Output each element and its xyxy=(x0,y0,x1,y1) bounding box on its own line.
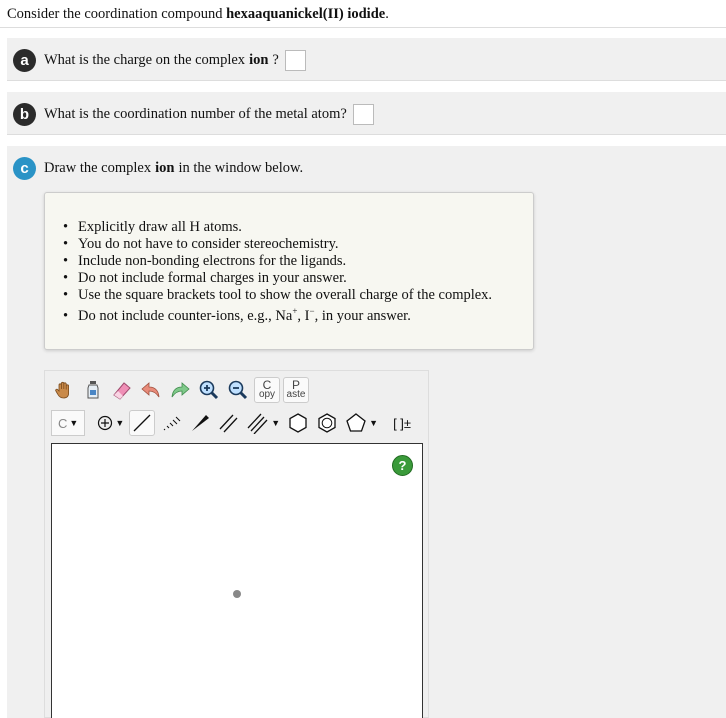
zoom-in-icon[interactable] xyxy=(196,377,222,403)
plus-circle-icon xyxy=(97,415,113,431)
eraser-icon[interactable] xyxy=(109,377,135,403)
structure-editor xyxy=(44,370,429,718)
instruction-item: • Include non-bonding electrons for the ligands. xyxy=(78,253,492,270)
part-a-badge: a xyxy=(13,49,36,72)
instruction-item: • Do not include counter-ions, e.g., Na+, I−, in your answer. xyxy=(78,308,492,325)
wedge-bond-tool[interactable] xyxy=(187,410,213,436)
redo-icon[interactable] xyxy=(167,377,193,403)
drawing-canvas[interactable] xyxy=(51,443,423,718)
part-c-question: Draw the complex ion in the window below. xyxy=(44,160,304,176)
help-icon[interactable]: ? xyxy=(392,455,413,476)
brackets-tool[interactable]: [ ]± xyxy=(393,415,412,431)
editor-toolbar-top xyxy=(51,375,312,405)
instruction-item: • You do not have to consider stereochemistry. xyxy=(78,236,492,253)
copy-button[interactable]: C opy xyxy=(254,377,280,403)
part-c-badge: c xyxy=(13,157,36,180)
chevron-down-icon: ▼ xyxy=(271,418,281,428)
part-b-badge: b xyxy=(13,103,36,126)
center-dot xyxy=(233,590,241,598)
part-b-panel xyxy=(7,92,726,135)
clear-bottle-icon[interactable] xyxy=(80,377,106,403)
double-bond-tool[interactable] xyxy=(216,410,242,436)
single-bond-tool[interactable] xyxy=(129,410,155,436)
editor-toolbar-bottom xyxy=(51,408,416,438)
charge-tool[interactable] xyxy=(95,410,126,436)
intro-text: Consider the coordination compound hexaaquanickel(II) iodide. xyxy=(0,0,726,28)
triple-bond-tool[interactable] xyxy=(245,410,282,436)
cyclopentane-icon[interactable] xyxy=(343,410,380,436)
chevron-down-icon: ▼ xyxy=(115,418,125,428)
instructions-box xyxy=(44,192,534,350)
zoom-out-icon[interactable] xyxy=(225,377,251,403)
chevron-down-icon: ▼ xyxy=(369,418,379,428)
instruction-item: • Explicitly draw all H atoms. xyxy=(78,219,492,236)
paste-button[interactable]: P aste xyxy=(283,377,309,403)
undo-icon[interactable] xyxy=(138,377,164,403)
instruction-item: • Do not include formal charges in your answer. xyxy=(78,270,492,287)
instruction-item: • Use the square brackets tool to show the overall charge of the complex. xyxy=(78,287,492,304)
part-b-question: What is the coordination number of the metal atom? xyxy=(44,106,347,122)
compound-name: hexaaquanickel(II) iodide xyxy=(226,6,386,22)
element-selector[interactable]: C ▼ xyxy=(51,410,85,436)
benzene-icon[interactable] xyxy=(314,410,340,436)
part-a-panel xyxy=(7,38,726,81)
hashed-bond-tool[interactable] xyxy=(158,410,184,436)
cyclohexane-icon[interactable] xyxy=(285,410,311,436)
charge-answer-input[interactable] xyxy=(285,50,306,71)
hand-icon[interactable] xyxy=(51,377,77,403)
part-c-panel xyxy=(7,146,726,718)
coordination-number-input[interactable] xyxy=(353,104,374,125)
part-a-question: What is the charge on the complex ion ? xyxy=(44,52,279,68)
chevron-down-icon: ▼ xyxy=(69,418,79,428)
